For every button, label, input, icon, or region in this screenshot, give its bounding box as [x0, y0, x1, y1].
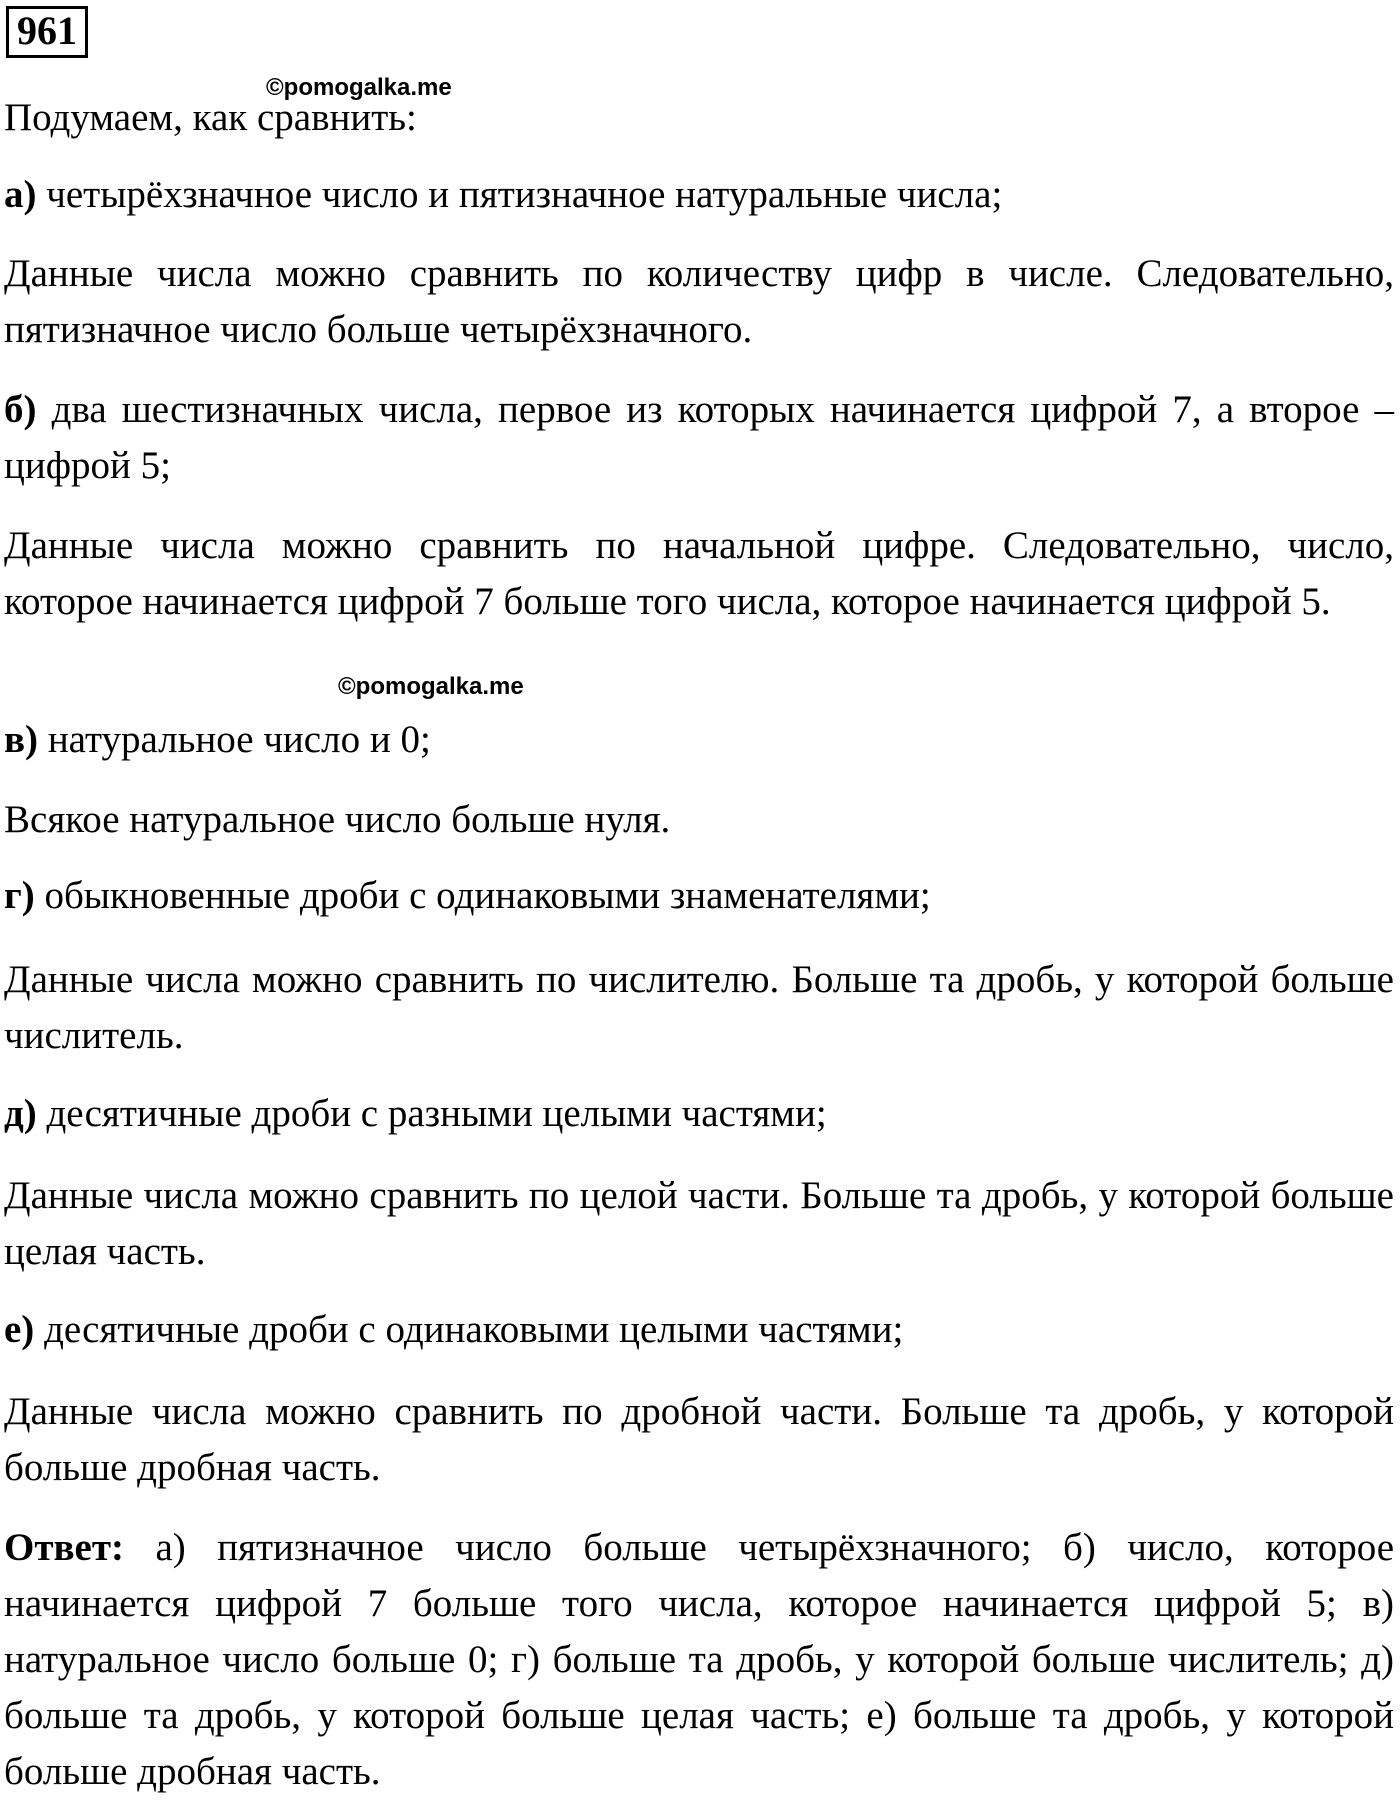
item-c-question [4, 712, 1394, 768]
intro-text: Подумаем, как сравнить: [4, 96, 417, 139]
watermark-top: ©pomogalka.me [266, 74, 452, 101]
item-b-answer: Данные числа можно сравнить по начальной цифре. Следовательно, число, которое начинается цифрой 7 больше того числа, которое начинается цифрой 5. [4, 524, 1394, 623]
final-answer-text: а) пятизначное число больше четырёхзначного; б) число, которое начинается цифрой 7 больше того числа, которое начинается цифрой 5; в) натуральное число больше 0; г) больше та дробь, у которой больше числитель; д) больше та дробь, у которой больше целая часть; е) больше та дробь, у которой больше дробная часть. [4, 1526, 1394, 1793]
final-answer-label: Ответ: [4, 1526, 125, 1569]
task-number-box [4, 6, 88, 58]
item-f-question [4, 1302, 1394, 1358]
item-a-question [4, 167, 1394, 223]
item-e-question [4, 1086, 1394, 1142]
task-number: 961 [6, 6, 88, 58]
item-a-label: а) [4, 173, 37, 216]
item-a-answer: Данные числа можно сравнить по количеству цифр в числе. Следовательно, пятизначное число больше четырёхзначного. [4, 252, 1394, 351]
item-e-question-text: десятичные дроби с разными целыми частями; [36, 1092, 827, 1135]
item-a-question-text: четырёхзначное число и пятизначное натуральные числа; [36, 173, 1003, 216]
watermark-middle: ©pomogalka.me [338, 673, 524, 700]
item-b-question [4, 382, 1394, 494]
item-f-question-text: десятичные дроби с одинаковыми целыми частями; [34, 1308, 904, 1351]
item-b-question-text: два шестизначных числа, первое из которых начинается цифрой 7, а второе – цифрой 5; [4, 388, 1394, 487]
item-d-answer: Данные числа можно сравнить по числителю. Больше та дробь, у которой больше числитель. [4, 958, 1394, 1057]
item-e-answer: Данные числа можно сравнить по целой части. Больше та дробь, у которой больше целая часть. [4, 1174, 1394, 1273]
item-c-question-text: натуральное число и 0; [38, 718, 431, 761]
item-c-answer: Всякое натуральное число больше нуля. [4, 798, 671, 841]
item-f-label: е) [4, 1308, 35, 1351]
item-c-label: в) [4, 718, 39, 761]
item-b-label: б) [4, 388, 37, 431]
item-d-label: г) [4, 874, 35, 917]
item-d-question-text: обыкновенные дроби с одинаковыми знаменателями; [34, 874, 931, 917]
item-f-answer: Данные числа можно сравнить по дробной части. Больше та дробь, у которой больше дробная часть. [4, 1390, 1394, 1489]
item-e-label: д) [4, 1092, 37, 1135]
final-answer [4, 1520, 1394, 1800]
item-d-question [4, 868, 1394, 924]
